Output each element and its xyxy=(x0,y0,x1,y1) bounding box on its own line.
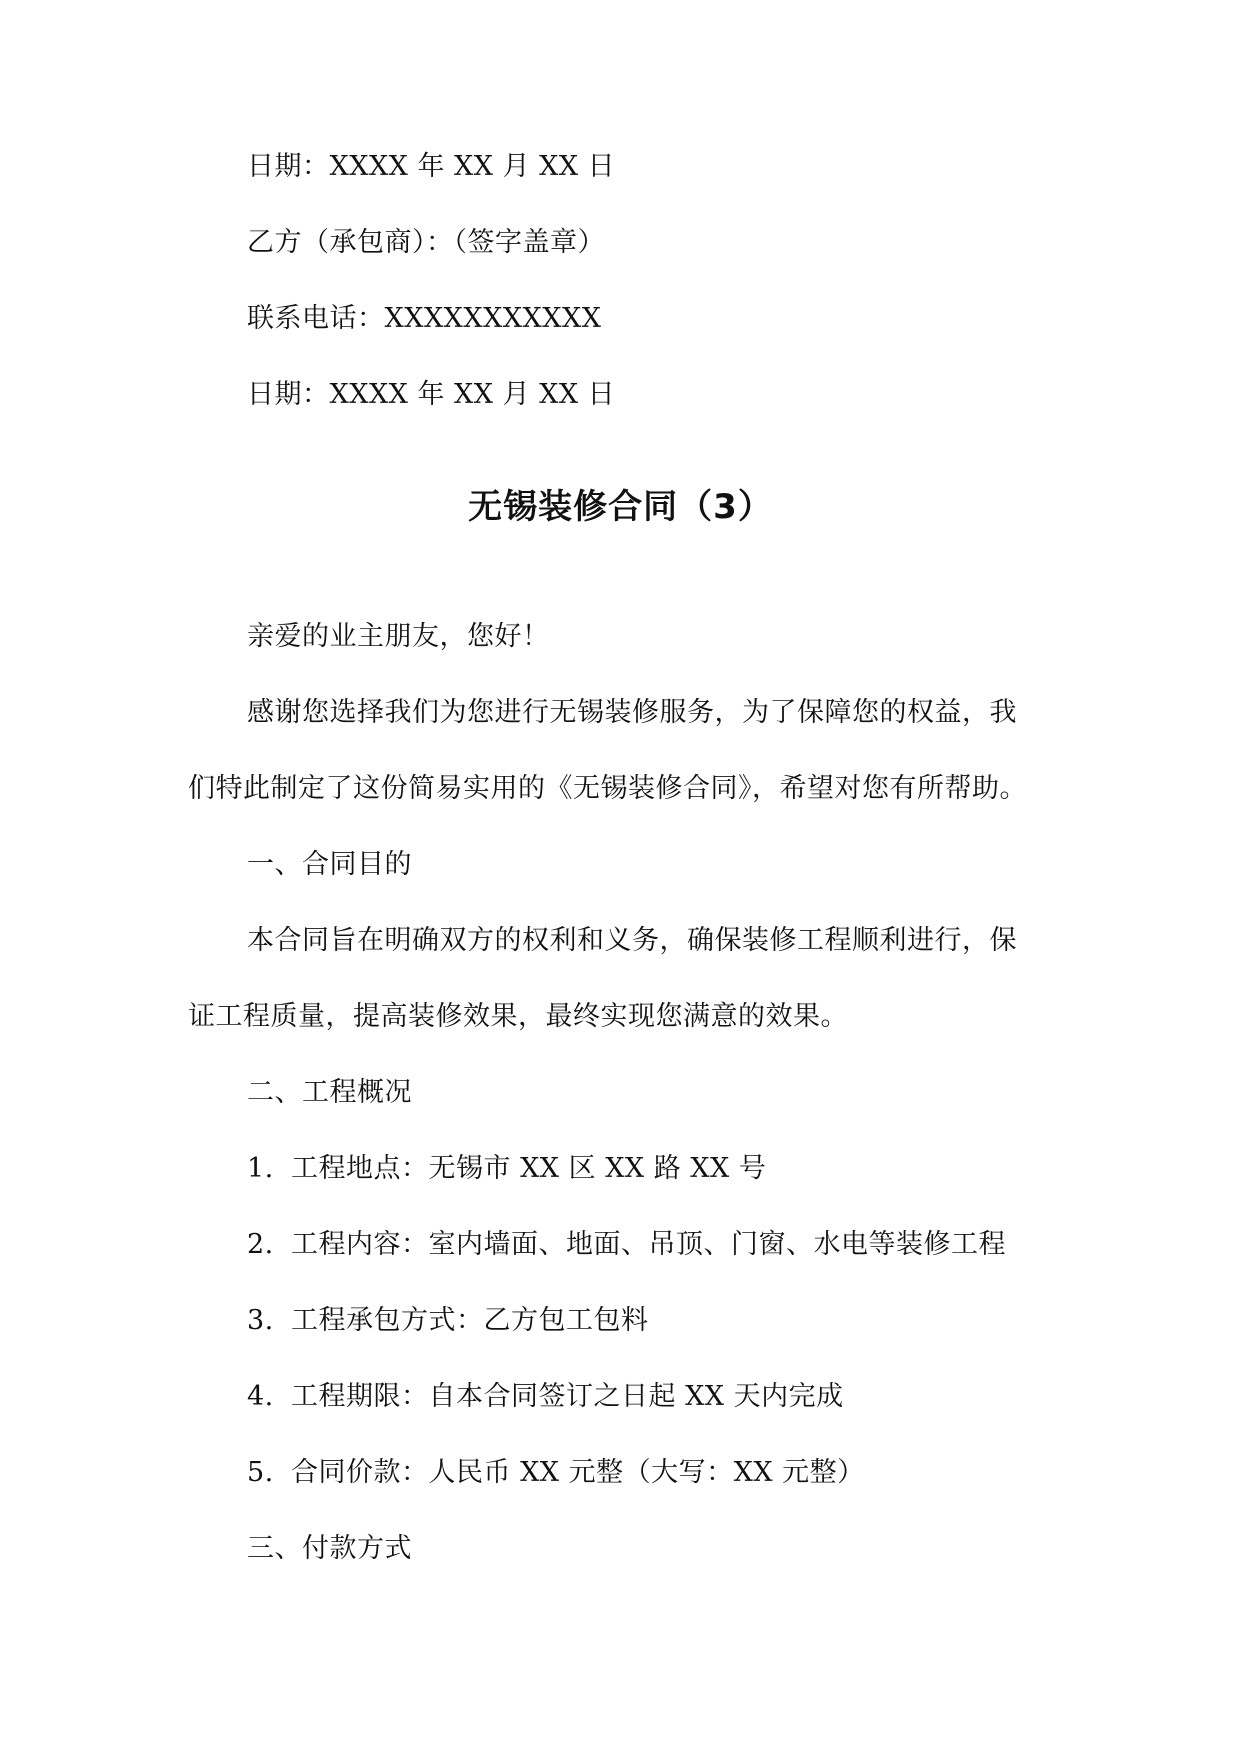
intro-paragraph-line: 感谢您选择我们为您进行无锡装修服务，为了保障您的权益，我 xyxy=(247,697,1017,728)
purpose-paragraph-line: 本合同旨在明确双方的权利和义务，确保装修工程顺利进行，保 xyxy=(247,925,1017,956)
document-title: 无锡装修合同（3） xyxy=(468,487,773,527)
list-item-text: 工程承包方式：乙方包工包料 xyxy=(291,1305,649,1336)
signature-date-line: 日期：XXXX 年 XX 月 XX 日 xyxy=(247,379,616,410)
section-heading: 二、工程概况 xyxy=(247,1077,412,1108)
list-item-text: 合同价款：人民币 XX 元整（大写：XX 元整） xyxy=(291,1457,865,1488)
list-item-number: 1. xyxy=(247,1153,274,1184)
section-heading: 一、合同目的 xyxy=(247,849,412,880)
list-item-text: 工程期限：自本合同签订之日起 XX 天内完成 xyxy=(291,1381,844,1412)
purpose-paragraph-line: 证工程质量，提高装修效果，最终实现您满意的效果。 xyxy=(188,1001,848,1032)
section-heading: 三、付款方式 xyxy=(247,1533,412,1564)
greeting-paragraph: 亲爱的业主朋友，您好！ xyxy=(247,621,550,652)
party-b-signature-line: 乙方（承包商）：（签字盖章） xyxy=(247,227,605,258)
list-item-text: 工程内容：室内墙面、地面、吊顶、门窗、水电等装修工程 xyxy=(291,1229,1006,1260)
list-item-text: 工程地点：无锡市 XX 区 XX 路 XX 号 xyxy=(291,1153,767,1184)
list-item xyxy=(247,1456,865,1490)
list-item xyxy=(247,1152,766,1186)
signature-date-line: 日期：XXXX 年 XX 月 XX 日 xyxy=(247,151,616,182)
list-item-number: 4. xyxy=(247,1381,274,1412)
list-item-number: 2. xyxy=(247,1229,274,1260)
list-item-number: 5. xyxy=(247,1457,274,1488)
list-item xyxy=(247,1304,649,1338)
list-item-number: 3. xyxy=(247,1305,274,1336)
intro-paragraph-line: 们特此制定了这份简易实用的《无锡装修合同》，希望对您有所帮助。 xyxy=(188,773,1027,804)
list-item xyxy=(247,1380,844,1414)
list-item xyxy=(247,1228,1006,1262)
phone-line: 联系电话：XXXXXXXXXXX xyxy=(247,303,602,334)
